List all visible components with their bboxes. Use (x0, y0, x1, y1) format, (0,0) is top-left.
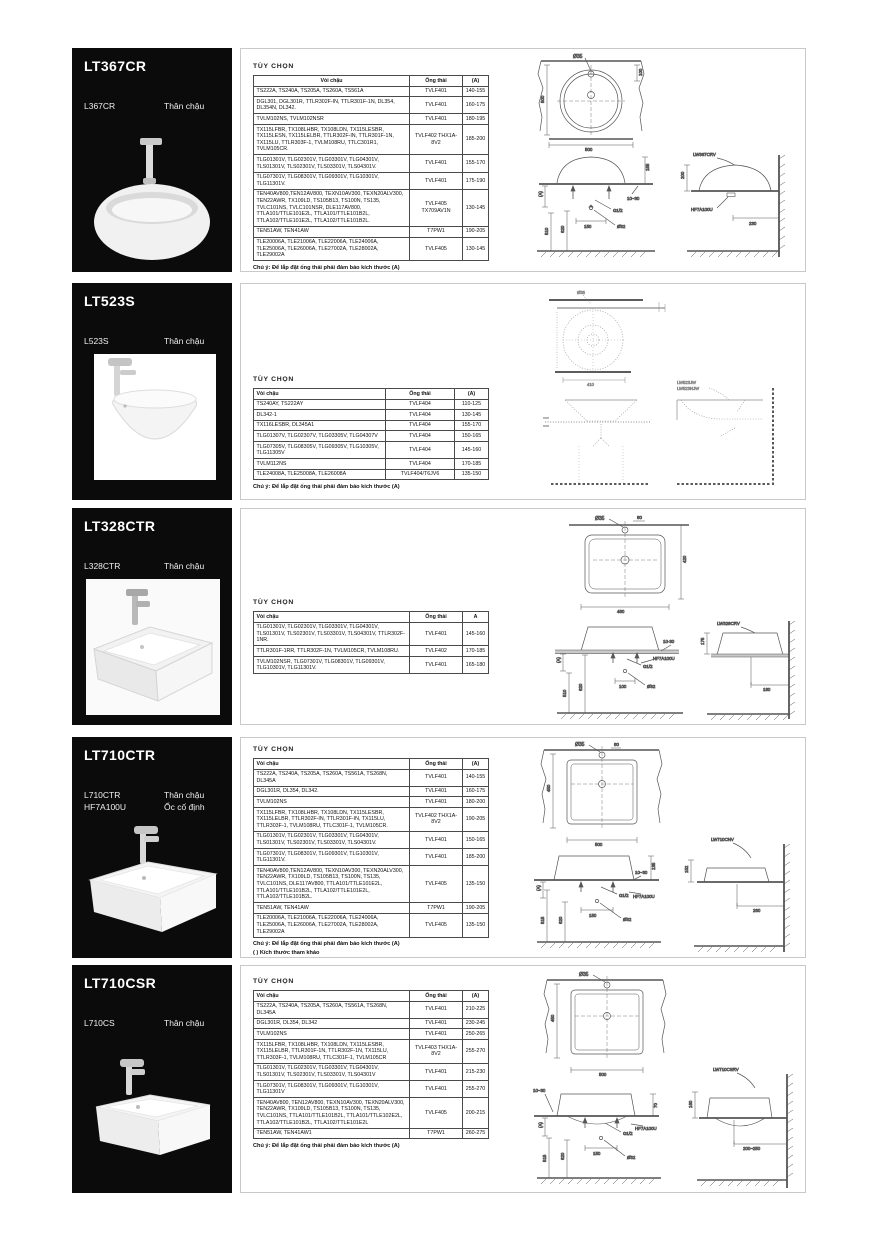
table-row (254, 1040, 489, 1064)
table-cell: TLE20006A, TLE21006A, TLE22006A, TLE24006A, TLE25006A, TLE26006A, TLE27002A, TLE28002A, TLE29002A (254, 913, 410, 937)
product-label-box (72, 737, 232, 958)
note: Chú ý: Để lắp đặt ống thải phải đảm bảo kích thước (A) (253, 941, 400, 948)
technical-drawing (541, 513, 803, 723)
table-row (254, 657, 489, 674)
table-cell: TVLF404 (386, 399, 455, 410)
table-cell: TVLF403 THX1A-8V2 (410, 1040, 463, 1064)
model-label: LW328CRV (717, 621, 740, 626)
table-cell: TVLF405 (410, 913, 463, 937)
table-cell: TVLF401 (410, 86, 463, 97)
spec-panel (240, 48, 806, 272)
table-cell: TVLF401 (410, 769, 463, 786)
dim: Ø32 (627, 1155, 636, 1160)
table-row (254, 420, 489, 431)
table-row (254, 1029, 489, 1040)
model-label: LW710CSRV (713, 1067, 739, 1072)
table-row (254, 125, 489, 155)
note: Chú ý: Để lắp đặt ống thải phải đảm bảo kích thước (A) (253, 483, 400, 490)
options-table (253, 388, 497, 480)
table-cell: 150-165 (463, 831, 489, 848)
table-cell: 215-230 (463, 1063, 489, 1080)
table-cell: TVLF401 (410, 172, 463, 189)
table-cell: TVLF402 THX1A-8V2 (410, 808, 463, 832)
product-title: LT328CTR (84, 518, 156, 534)
fixing-label: HF7A100U (635, 1126, 657, 1131)
table-cell: TLE24008A, TLE25008A, TLE26008A (254, 469, 386, 480)
table-cell: TLG01301V, TLG02301V, TLG03301V, TLG04301V, TLS01301V, TLS02301V, TLS03301V, TLS04301V. (254, 155, 410, 172)
table-cell: TVLF401 (410, 622, 463, 646)
dim: 410 (587, 382, 594, 387)
dim: 150 (593, 1151, 601, 1156)
table-cell: 140-155 (463, 86, 489, 97)
table-cell: 145-160 (455, 442, 489, 459)
table-cell: TLG07301V, TLG08301V, TLG09301V, TLG10301V, TLG11301V. (254, 172, 410, 189)
product-code: L523S (84, 336, 109, 346)
dim: Ø32 (647, 684, 656, 689)
fixing-label: HF7A100U (653, 656, 675, 661)
dim: 160 (688, 1100, 693, 1108)
dim: 80 (637, 515, 642, 520)
product-part-name: Thân chậu (164, 1018, 205, 1028)
table-cell: TTLR301F-1RR, TTLR302F-1N, TVLM105CR, TVLM108RU. (254, 646, 410, 657)
dim: 620 (560, 1152, 565, 1160)
product-code: L328CTR (84, 561, 121, 571)
product-photo-round-basin (80, 124, 224, 266)
product-section-lt710csr (72, 965, 808, 1193)
column-header: Vòi chậu (254, 76, 410, 87)
product-part-name: Thân chậu (164, 101, 205, 111)
column-header: (A) (463, 76, 489, 87)
table-cell: TVLF401 (410, 1029, 463, 1040)
dim: 510 (544, 227, 549, 235)
table-cell: TVLF404 (386, 442, 455, 459)
product-part-name: Thân chậu (164, 790, 205, 800)
table-cell: TVLF402 THX1A-8V2 (410, 125, 463, 155)
table-cell: T7PW1 (410, 1128, 463, 1139)
dim-hole: Ø35 (577, 290, 585, 295)
product-photo-square-basin (80, 579, 224, 719)
table-cell: 190-205 (463, 808, 489, 832)
column-header: (A) (455, 389, 489, 400)
product-photo-semi-recessed-basin (80, 1055, 224, 1187)
dim: 500 (585, 147, 593, 152)
note: Chú ý: Để lắp đặt ống thải phải đảm bảo kích thước (A) (253, 264, 400, 271)
table-cell: TVLF401 (410, 831, 463, 848)
table-cell: 210-225 (463, 1001, 489, 1018)
dim: 10-30 (663, 639, 675, 644)
table-cell: TVLF404 (386, 420, 455, 431)
dim: (A) (556, 657, 561, 663)
dim: 80 (614, 742, 619, 747)
dim: 510 (562, 689, 567, 697)
options-title: TÙY CHỌN (253, 599, 294, 606)
dim: 230 (749, 221, 757, 226)
table-row (254, 866, 489, 903)
table-cell: TX115LFBR, TX108LHBR, TX108LDN, TX115LESBR, TX115LELBR, TTLR301F-1N, TTLR302F-1N, TX115LU, TTLR303F-1, TVLM108RU, TTLC301F-1, TVLM105CR (254, 1040, 410, 1064)
product-label-box (72, 965, 232, 1193)
table-cell: 155-170 (463, 155, 489, 172)
table-cell: TEN51AW, TEN41AW (254, 226, 410, 237)
table-cell: TLG01307V, TLG02307V, TLG03305V, TLG04307V (254, 431, 386, 442)
product-part-name: Thân chậu (164, 561, 205, 571)
table-cell: TVLF401 (410, 1063, 463, 1080)
table-row (254, 913, 489, 937)
column-header: Vòi chậu (254, 759, 410, 770)
product-part-name: Ốc cố định (164, 802, 205, 812)
table-cell: TVLF404 (386, 431, 455, 442)
table-cell: TX115LFBR, TX108LHBR, TX108LDN, TX115LESBR, TX115LELBR, TTLR302F-IN, TTLR301F-IN, TX115LU, TTLR303F-1, TVLM108RU, TTLC301F-1, TVLM105CR. (254, 808, 410, 832)
table-row (254, 399, 489, 410)
product-title: LT523S (84, 293, 136, 309)
table-cell: 130-145 (455, 410, 489, 421)
table-cell: 130-145 (463, 237, 489, 261)
table-cell: TVLM102NS (254, 797, 410, 808)
table-cell: 155-170 (455, 420, 489, 431)
table-row (254, 237, 489, 261)
dim: 500 (595, 842, 603, 847)
table-cell: 160-175 (463, 786, 489, 797)
table-cell: 185-200 (463, 125, 489, 155)
dim: 70 (653, 1103, 658, 1108)
table-cell: TVLF401 (410, 97, 463, 114)
table-cell: TVLF401 (410, 1001, 463, 1018)
dim: 500 (599, 1072, 607, 1077)
spec-panel (240, 965, 806, 1193)
table-cell: 255-270 (463, 1040, 489, 1064)
table-row (254, 189, 489, 226)
table-row (254, 1063, 489, 1080)
technical-drawing (519, 740, 805, 956)
table-cell: DGL301, DGL301R, TTLR302F-IN, TTLR301F-1N, DL354, DL354N, DL342. (254, 97, 410, 114)
table-cell: 140-155 (463, 769, 489, 786)
column-header: (A) (463, 759, 489, 770)
table-cell: T7PW1 (410, 903, 463, 914)
dim: 515 (542, 1154, 547, 1162)
table-cell: TVLF404/T6JV6 (386, 469, 455, 480)
spec-panel (240, 508, 806, 725)
dim: G1/2 (623, 1131, 633, 1136)
product-photo-bowl-basin (80, 354, 224, 486)
table-cell: 130-145 (463, 189, 489, 226)
dim: 620 (560, 225, 565, 233)
dim: 150 (584, 224, 592, 229)
product-section-lt367cr (72, 48, 808, 272)
table-cell: TVLF401 (410, 657, 463, 674)
dim: Ø32 (617, 224, 626, 229)
dim-hole: Ø35 (573, 54, 583, 60)
dim: (A) (538, 1122, 543, 1128)
table-cell: TVLF404 (386, 459, 455, 470)
dim: 260 (753, 908, 761, 913)
dim: G1/2 (619, 893, 629, 898)
product-title: LT710CSR (84, 975, 157, 991)
table-cell: TLG07301V, TLG08301V, TLG09301V, TLG10301V, TLG11301V (254, 1081, 410, 1098)
dim: 480 (617, 609, 625, 614)
dim: 200~250 (743, 1146, 761, 1151)
table-cell: 185-200 (463, 849, 489, 866)
table-cell: TVLF401 (410, 114, 463, 125)
table-row (254, 172, 489, 189)
technical-drawing (519, 968, 805, 1192)
table-cell: TLG07305V, TLG08305V, TLG09305V, TLG10305V, TLG11305V (254, 442, 386, 459)
table-cell: 190-205 (463, 226, 489, 237)
dim: 450 (550, 1014, 555, 1022)
table-cell: TS240AY, TS222AY (254, 399, 386, 410)
column-header: Ống thải (410, 76, 463, 87)
options-title: TÙY CHỌN (253, 746, 294, 753)
dim-hole: Ø35 (579, 972, 589, 978)
product-section-lt328ctr (72, 508, 808, 725)
table-row (254, 459, 489, 470)
dim: G1/2 (613, 208, 623, 213)
product-part-name: Thân chậu (164, 336, 205, 346)
table-row (254, 831, 489, 848)
fixing-label: HF7A100U (633, 894, 655, 899)
table-cell: 250-265 (463, 1029, 489, 1040)
table-cell: TVLM102NSR, TLG07301V, TLG08301V, TLG09301V, TLG10301V, TLG11301V. (254, 657, 410, 674)
table-row (254, 769, 489, 786)
table-cell: TVLM102NS, TVLM102NSR (254, 114, 410, 125)
table-cell: 135-150 (455, 469, 489, 480)
table-cell: T7PW1 (410, 226, 463, 237)
table-row (254, 646, 489, 657)
options-table (253, 990, 501, 1139)
table-cell: TLE20006A, TLE21006A, TLE22006A, TLE24006A, TLE25006A, TLE26006A, TLE27002A, TLE28002A, TLE29002A (254, 237, 410, 261)
options-table (253, 758, 501, 938)
table-cell: TVLF402 (410, 646, 463, 657)
dim: 450 (546, 784, 551, 792)
table-cell: TEN40AV800, TEN12AV800, TEXN10AV300, TEXN20ALV300, TEN22AWR, TX109LD, TS105B13, TS100N, TS135, TVLC101NS, TTLA101/TTLE101B2L, TTLA101/TTLE102E2L, TTLA102/TTLE101B2L, TTLA102/TTLE101E2L (254, 1098, 410, 1128)
dim: (A) (536, 885, 541, 891)
column-header: Ống thải (410, 991, 463, 1002)
table-cell: DL342-1 (254, 410, 386, 421)
product-code: L710CTR (84, 790, 121, 800)
table-cell: 165-180 (463, 657, 489, 674)
model-label: LW523JW (677, 380, 697, 385)
table-row (254, 410, 489, 421)
table-cell: TVLF401 (410, 786, 463, 797)
table-cell: TVLF405 (410, 1098, 463, 1128)
table-cell: TLG07301V, TLG08301V, TLG09301V, TLG10301V, TLG11301V. (254, 849, 410, 866)
table-cell: 255-270 (463, 1081, 489, 1098)
table-row (254, 903, 489, 914)
dim: Ø32 (623, 917, 632, 922)
dim: 135 (651, 862, 656, 870)
table-cell: TEN40AV800,TEN12AV800, TEXN10AV300, TEXN20ALV300, TEN22AWR, TX109LD, TS105B13, TS100N, TS135, TVLC101NS, DLE117AV800, TTLA101/TTLE101E2L, TTLA101/TTLE101B2L, TTLA102/TTLE101E2L, TTLA102/TTLE101B2L. (254, 866, 410, 903)
table-cell: TEN51AW, TEN41AW (254, 903, 410, 914)
table-cell: TVLF401 (410, 797, 463, 808)
options-table-grid (253, 758, 489, 938)
table-cell: TVLF401 (410, 849, 463, 866)
table-cell: 200-215 (463, 1098, 489, 1128)
dim: 175 (700, 637, 705, 645)
column-header: A (463, 612, 489, 623)
dim: 500 (540, 95, 545, 103)
table-cell: TVLF401 (410, 155, 463, 172)
product-photo-rect-basin (80, 816, 224, 952)
table-cell: 145-160 (463, 622, 489, 646)
dim-hole: Ø35 (575, 742, 585, 748)
model-label-2: LW523NJW (677, 386, 700, 391)
table-cell: 160-175 (463, 97, 489, 114)
table-cell: TX115LFBR, TX108LHBR, TX108LDN, TX115LESBR, TX115LESN, TX115LELBR, TTLR302F-IN, TTLR301F-1N, TX115LU, TTLR303F-1, TVLM108RU, TTLC301R1, TVLM105CR. (254, 125, 410, 155)
product-label-box (72, 508, 232, 725)
options-title: TÙY CHỌN (253, 63, 294, 70)
table-row (254, 786, 489, 797)
table-cell: TVLM112NS (254, 459, 386, 470)
model-label: LW367CRV (693, 152, 716, 157)
table-row (254, 1001, 489, 1018)
dim: 515 (540, 916, 545, 924)
dim: 10~30 (627, 196, 640, 201)
product-label-box (72, 283, 232, 500)
column-header: Ống thải (410, 612, 463, 623)
table-cell: TVLF405 (410, 237, 463, 261)
table-cell: 110-125 (455, 399, 489, 410)
product-section-lt710ctr (72, 737, 808, 958)
table-row (254, 442, 489, 459)
table-cell: TLG01301V, TLG02301V, TLG03301V, TLG04301V, TLS01301V, TLS02301V, TLS03301V, TLS04301V. (254, 831, 410, 848)
spec-panel (240, 283, 806, 500)
dim: 152 (684, 865, 689, 873)
column-header: Vòi chậu (254, 991, 410, 1002)
table-row (254, 808, 489, 832)
product-label-box (72, 48, 232, 272)
table-row (254, 849, 489, 866)
table-row (254, 1128, 489, 1139)
table-row (254, 1018, 489, 1029)
dim: 155 (645, 163, 650, 171)
dim: (A) (538, 191, 543, 197)
options-table (253, 611, 501, 674)
table-cell: TEN40AV800,TEN12AV800, TEXN10AV300, TEXN20ALV300, TEN22AWR, TX109LD, TS105B13, TS100N, TS135, TVLC101NS, TVLC101NSR, DLE117AV800, TTLA101/TTLE101E2L, TTLA101/TTLE101B2L, TTLA102/TTLE101E2L, TTLA102/TTLE101B2L. (254, 189, 410, 226)
dim-hole: Ø35 (595, 516, 605, 522)
table-cell: 135-150 (463, 866, 489, 903)
dim: 150 (589, 913, 597, 918)
product-code: L710CS (84, 1018, 115, 1028)
table-row (254, 622, 489, 646)
dim: 180 (763, 687, 771, 692)
model-label: LW710CNV (711, 837, 734, 842)
options-table (253, 75, 497, 261)
table-cell: TVLF405 (410, 866, 463, 903)
note: Chú ý: Để lắp đặt ống thải phải đảm bảo kích thước (A) (253, 1142, 400, 1149)
dim: 620 (578, 683, 583, 691)
technical-drawing (521, 51, 805, 269)
table-cell: TLG01301V, TLG02301V, TLG03301V, TLG04301V, TLS01301V, TLS02301V, TLS03301V, TLS04301V, TTLR302F-1NR. (254, 622, 410, 646)
note: ( ) Kích thước tham khảo (253, 950, 320, 957)
table-cell: 135-150 (463, 913, 489, 937)
options-table-grid (253, 75, 489, 261)
table-cell: 190-205 (463, 903, 489, 914)
table-row (254, 469, 489, 480)
table-cell: 170-185 (463, 646, 489, 657)
table-cell: 260-275 (463, 1128, 489, 1139)
dim: 10~30 (533, 1088, 546, 1093)
options-table-grid (253, 388, 489, 480)
fixing-label: HF7A100U (691, 207, 713, 212)
table-row (254, 1098, 489, 1128)
table-cell: TS222A, TS240A, TS205A, TS260A, TS561A, TS268N, DL345A (254, 769, 410, 786)
table-row (254, 1081, 489, 1098)
dim: 200 (680, 171, 685, 179)
column-header: Ống thải (386, 389, 455, 400)
table-cell: 150-165 (455, 431, 489, 442)
table-cell: 180-195 (463, 114, 489, 125)
table-cell: 175-190 (463, 172, 489, 189)
table-cell: TEN51AW, TEN41AW1 (254, 1128, 410, 1139)
table-row (254, 86, 489, 97)
column-header: (A) (463, 991, 489, 1002)
product-section-lt523s (72, 283, 808, 500)
product-title: LT367CR (84, 58, 147, 74)
dim: 100 (619, 684, 627, 689)
table-cell: 180-200 (463, 797, 489, 808)
table-cell: TX116LESBR, DL345A1 (254, 420, 386, 431)
options-table-grid (253, 990, 489, 1139)
dim: 10~30 (635, 870, 648, 875)
table-cell: 230-245 (463, 1018, 489, 1029)
options-title: TÙY CHỌN (253, 978, 294, 985)
column-header: Ống thải (410, 759, 463, 770)
dim: 620 (558, 916, 563, 924)
table-row (254, 797, 489, 808)
column-header: Vòi chậu (254, 389, 386, 400)
technical-drawing (531, 288, 801, 496)
table-cell: TLG01301V, TLG02301V, TLG03301V, TLG04301V, TLS01301V, TLS02301V, TLS03301V, TLS04301V (254, 1063, 410, 1080)
table-cell: TVLF405 TX709AV1N (410, 189, 463, 226)
table-row (254, 431, 489, 442)
table-cell: TS222A, TS240A, TS205A, TS260A, TS561A (254, 86, 410, 97)
product-title: LT710CTR (84, 747, 156, 763)
dim: 420 (682, 555, 687, 563)
table-row (254, 226, 489, 237)
table-cell: DGL301R, DL354, DL342 (254, 1018, 410, 1029)
product-code: L367CR (84, 101, 116, 111)
spec-panel (240, 737, 806, 958)
table-cell: 170-185 (455, 459, 489, 470)
column-header: Vòi chậu (254, 612, 410, 623)
dim: 100 (638, 68, 643, 76)
table-cell: TVLF401 (410, 1081, 463, 1098)
product-code: HF7A100U (84, 802, 127, 812)
table-cell: TVLM102NS (254, 1029, 410, 1040)
table-cell: DGL301R, DL354, DL342. (254, 786, 410, 797)
table-row (254, 114, 489, 125)
dim: G1/2 (643, 664, 653, 669)
table-row (254, 155, 489, 172)
table-row (254, 97, 489, 114)
options-title: TÙY CHỌN (253, 376, 294, 383)
table-cell: TVLF401 (410, 1018, 463, 1029)
table-cell: TVLF404 (386, 410, 455, 421)
options-table-grid (253, 611, 489, 674)
table-cell: TS222A, TS240A, TS205A, TS260A, TS561A, TS268N, DL345A (254, 1001, 410, 1018)
